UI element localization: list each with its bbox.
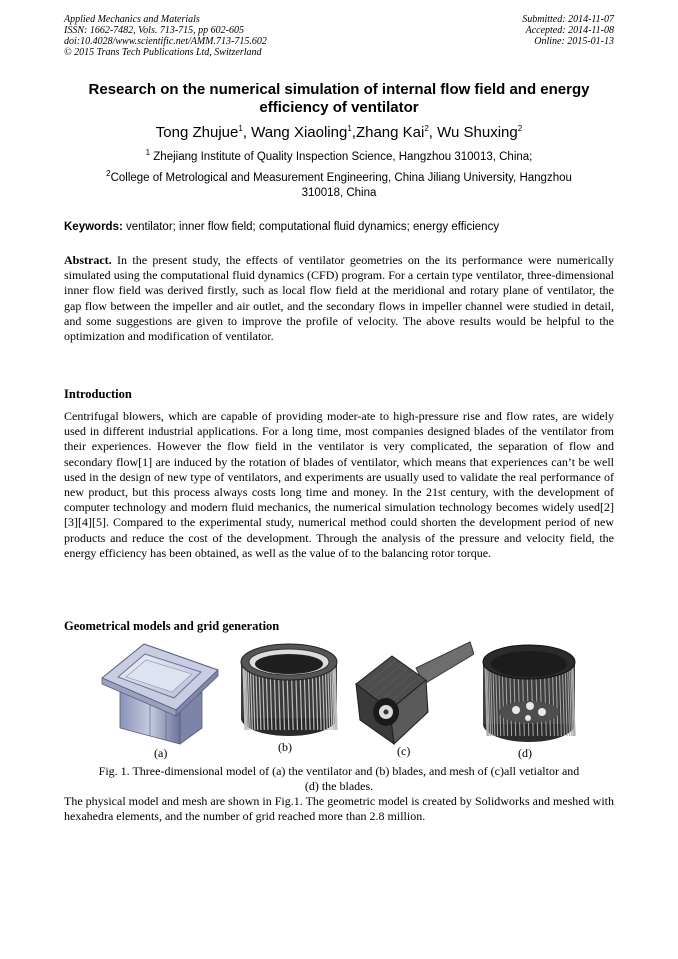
author-2-affil: 1 <box>347 124 352 133</box>
affiliation-1 <box>60 150 618 165</box>
caption-line-1: Fig. 1. Three-dimensional model of (a) the ventilator and (b) blades, and mesh of (c)all vetialtor and <box>98 764 580 778</box>
figure-b-label: (b) <box>278 740 292 754</box>
figure-b-blades-model <box>238 638 340 740</box>
figure-a-ventilator-model <box>98 640 220 746</box>
paper-title <box>60 81 618 117</box>
introduction-paragraph: Centrifugal blowers, which are capable of providing moder-ate to high-pressure rise and flow rates, are widely used in different industrial applications. For a long time, most companies designed blades of the ventilator from their experiences. However the flow field in the ventilator is very complicated, the separation of flow and secondary flow[1] are induced by the rotation of blades of ventilator, which means that experiences can’t be well used in the design of new type of ventilators, and experiments are usually used to validate the real performance of new product, but this process always costs long time and money. In the 21st century, with the development of computer technology and modern fluid mechanics, the numerical simulation technology becomes widely used[2][3][4][5]. Compared to the experimental study, numerical method could shorten the development period of new products and reduce the cost of the development. Through the analysis of the pressure and velocity field, the energy efficiency has been obtained, as well as the value of to the balancing rotor torque. <box>64 409 614 560</box>
affiliation-2-number: 2 <box>106 169 111 179</box>
affiliation-1-text: Zhejiang Institute of Quality Inspection Science, Hangzhou 310013, China; <box>150 151 533 163</box>
affiliation-2-line-2: 310018, China <box>301 187 377 199</box>
online-date: Online: 2015-01-13 <box>534 36 614 47</box>
accepted-date: Accepted: 2014-11-08 <box>525 25 614 36</box>
abstract-text: In the present study, the effects of ventilator geometries on the its performance were numerically simulated using the computational fluid dynamics (CFD) program. For a certain type ventilator, three-dimensional inner flow field was derived firstly, such as local flow field at the meridional and rotary plane of ventilator, the gap flow between the impeller and air outlet, and the secondary flows in impeller channel were studied in detail, and some suggestions are given to improve the profile of velocity. The above results would be helpful to the optimization and modification of ventilator. <box>64 253 614 344</box>
abstract-paragraph <box>64 253 614 344</box>
journal-name: Applied Mechanics and Materials <box>64 14 200 25</box>
issn-line: ISSN: 1662-7482, Vols. 713-715, pp 602-605 <box>64 25 244 36</box>
affiliation-2-line-1: College of Metrological and Measurement Engineering, China Jiliang University, Hangzhou <box>110 172 572 184</box>
figure-d-label: (d) <box>518 746 532 760</box>
abstract-label: Abstract. <box>64 253 112 267</box>
author-4-affil: 2 <box>517 124 523 133</box>
figure-1-caption <box>60 764 618 794</box>
figure-a-label: (a) <box>154 746 168 760</box>
author-3: ,Zhang Kai <box>351 124 425 141</box>
author-4: , Wu Shuxing <box>428 124 518 141</box>
journal-header <box>64 14 267 58</box>
figure-d-blades-mesh <box>480 640 578 746</box>
figure-c-ventilator-mesh <box>346 640 474 746</box>
title-line-2: efficiency of ventilator <box>259 99 419 116</box>
title-line-1: Research on the numerical simulation of internal flow field and energy <box>88 81 590 98</box>
doi-line: doi:10.4028/www.scientific.net/AMM.713-715.602 <box>64 36 267 47</box>
keywords-label: Keywords: <box>64 221 123 233</box>
submitted-date: Submitted: 2014-11-07 <box>522 14 614 25</box>
author-3-affil: 2 <box>424 124 429 133</box>
introduction-heading: Introduction <box>64 387 132 401</box>
dates-header <box>522 14 614 47</box>
affiliation-2 <box>60 171 618 201</box>
figure-c-label: (c) <box>397 744 411 758</box>
geometry-heading: Geometrical models and grid generation <box>64 619 280 633</box>
author-1-affil: 1 <box>238 124 243 133</box>
copyright-line: © 2015 Trans Tech Publications Ltd, Switzerland <box>64 47 262 58</box>
keywords-line <box>64 220 614 235</box>
caption-line-2: (d) the blades. <box>304 779 374 793</box>
physical-model-paragraph: The physical model and mesh are shown in Fig.1. The geometric model is created by Solidworks and meshed with hexahedra elements, and the number of grid reached more than 2.8 million. <box>64 794 614 824</box>
author-1: Tong Zhujue <box>155 124 239 141</box>
affiliation-1-number: 1 <box>145 148 151 158</box>
author-2: , Wang Xiaoling <box>242 124 348 141</box>
author-list <box>60 124 618 142</box>
keywords-text: ventilator; inner flow field; computational fluid dynamics; energy efficiency <box>122 221 500 233</box>
